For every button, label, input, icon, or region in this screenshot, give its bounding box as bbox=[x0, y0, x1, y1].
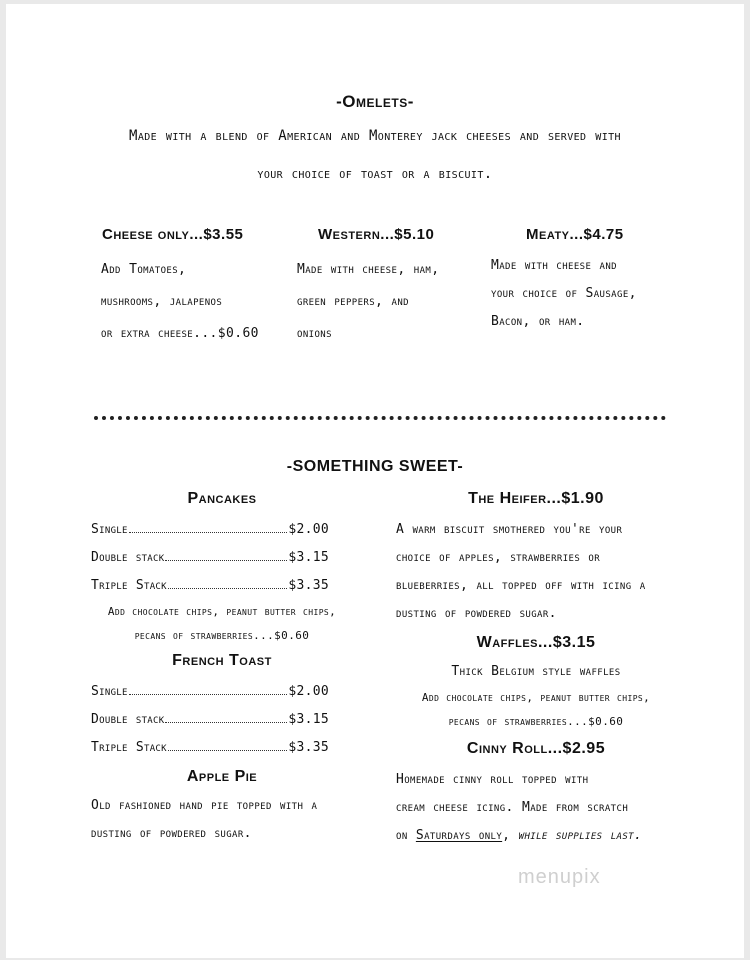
omelet-cheese-line: mushrooms, jalapenos bbox=[101, 294, 223, 309]
omelet-western-line: Made with cheese, ham, bbox=[297, 262, 440, 277]
row-price: $2.00 bbox=[288, 522, 329, 537]
row-price: $3.35 bbox=[288, 740, 329, 755]
dot-leader bbox=[165, 722, 287, 723]
french-toast-row bbox=[91, 740, 329, 755]
heifer-line: dusting of powdered sugar. bbox=[396, 606, 557, 621]
omelet-meaty-line: Bacon, or ham. bbox=[491, 314, 585, 329]
cinny-while-supplies: while supplies last. bbox=[518, 828, 643, 843]
cinny-title: Cinny Roll...$2.95 bbox=[466, 740, 606, 757]
omelet-western-line: green peppers, and bbox=[297, 294, 409, 309]
omelet-cheese-line: Add Tomatoes, bbox=[101, 262, 187, 277]
row-price: $2.00 bbox=[288, 684, 329, 699]
apple-pie-line1: Old fashioned hand pie topped with a bbox=[91, 798, 318, 813]
row-label: Single bbox=[91, 522, 128, 537]
omelet-meaty-line: your choice of Sausage, bbox=[491, 286, 637, 301]
waffles-title: Waffles...$3.15 bbox=[476, 634, 596, 651]
row-label: Triple Stack bbox=[91, 740, 167, 755]
omelets-desc-line2: your choice of toast or a biscuit. bbox=[257, 166, 493, 182]
cinny-line1: Homemade cinny roll topped with bbox=[396, 772, 589, 787]
pancakes-note-line2: pecans of strawberries...$0.60 bbox=[134, 629, 310, 642]
dotted-divider bbox=[94, 416, 666, 420]
omelet-western-title: Western...$5.10 bbox=[318, 226, 435, 243]
cinny-saturdays-only: Saturdays only bbox=[415, 828, 503, 843]
dot-leader bbox=[165, 560, 287, 561]
pancakes-note-line1: Add chocolate chips, peanut butter chips, bbox=[107, 605, 337, 618]
menu-page bbox=[6, 4, 744, 958]
cinny-line3-prefix: on bbox=[396, 828, 408, 843]
row-price: $3.35 bbox=[288, 578, 329, 593]
pancakes-row bbox=[91, 578, 329, 593]
omelet-meaty-line: Made with cheese and bbox=[491, 258, 618, 273]
omelets-desc-line1: Made with a blend of American and Monterey jack cheeses and served with bbox=[129, 128, 621, 144]
row-label: Double stack bbox=[91, 712, 165, 727]
dot-leader bbox=[168, 750, 288, 751]
pancakes-row bbox=[91, 550, 329, 565]
apple-pie-title: Apple Pie bbox=[186, 768, 258, 785]
waffles-note-line1: Add chocolate chips, peanut butter chips, bbox=[421, 691, 651, 704]
waffles-note-line2: pecans of strawberries...$0.60 bbox=[448, 715, 624, 728]
french-toast-row bbox=[91, 684, 329, 699]
menupix-watermark: menupix bbox=[518, 866, 601, 888]
pancakes-row bbox=[91, 522, 329, 537]
omelet-cheese-title: Cheese only...$3.55 bbox=[102, 226, 244, 243]
heifer-line: choice of apples, strawberries or bbox=[396, 550, 601, 565]
cinny-line3: on Saturdays only, while supplies last. bbox=[396, 828, 643, 843]
pancakes-title: Pancakes bbox=[187, 490, 257, 507]
row-label: Double stack bbox=[91, 550, 165, 565]
dot-leader bbox=[168, 588, 288, 589]
omelet-western-line: onions bbox=[297, 326, 332, 341]
heifer-title: The Heifer...$1.90 bbox=[468, 490, 604, 507]
omelets-title: -Omelets- bbox=[336, 92, 414, 111]
cinny-line2: cream cheese icing. Made from scratch bbox=[396, 800, 629, 815]
omelet-cheese-line: or extra cheese...$0.60 bbox=[101, 326, 259, 341]
waffles-line1: Thick Belgium style waffles bbox=[451, 664, 621, 679]
french-toast-row bbox=[91, 712, 329, 727]
row-price: $3.15 bbox=[288, 550, 329, 565]
heifer-line: blueberries, all topped off with icing a bbox=[396, 578, 646, 593]
dot-leader bbox=[129, 532, 288, 533]
row-label: Single bbox=[91, 684, 128, 699]
row-label: Triple Stack bbox=[91, 578, 167, 593]
french-toast-title: French Toast bbox=[172, 652, 272, 669]
row-price: $3.15 bbox=[288, 712, 329, 727]
dot-leader bbox=[129, 694, 288, 695]
sweet-title: -SOMETHING SWEET- bbox=[286, 458, 464, 475]
heifer-line: A warm biscuit smothered you're your bbox=[396, 522, 623, 537]
omelet-meaty-title: Meaty...$4.75 bbox=[526, 226, 624, 243]
apple-pie-line2: dusting of powdered sugar. bbox=[91, 826, 252, 841]
